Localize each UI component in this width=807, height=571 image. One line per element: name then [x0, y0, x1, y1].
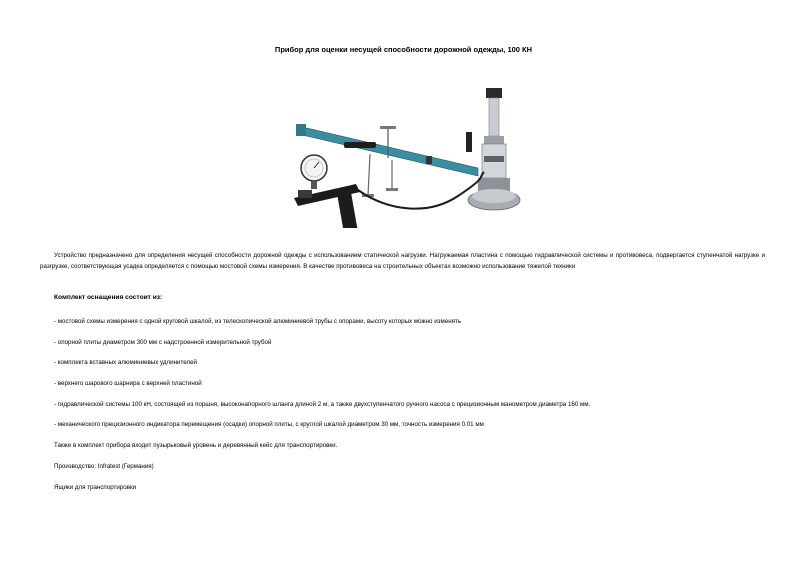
intro-paragraph: Устройство предназначено для определения несущей способности дорожной одежды с использованием статической нагрузки. Нагружаемая пластина с помощью гидравлической системы и противовеса, подвергается ступенчатой нагрузке и разгрузке, соответствующая усадка определяется с помощью мостовой схемы измерения. В качестве противовеса на строительных объектах возможно использование тяжелой техники: [40, 252, 765, 270]
kit-item: - верхнего шарового шарнира с верхней пластиной: [54, 380, 202, 387]
manufacturer-line: Производство: Infratest (Германия): [54, 463, 154, 470]
extra-note: Также в комплект прибора входит пузырьковый уровень и деревянный кейс для транспортировки.: [54, 442, 338, 449]
page-title: Прибор для оценки несущей способности дорожной одежды, 100 КН: [274, 45, 533, 54]
hydraulic-hose: [358, 172, 484, 209]
kit-item: - мостовой схемы измерения с одной круговой шкалой, из телескопической алюминиевой трубы с опорами, высоту которых можно изменять: [54, 318, 462, 325]
kit-item: - механического прецизионного индикатора перемещения (осадки) опорной плиты, с круглой шкалой диаметром 30 мм, точность измерения 0.01 мм: [54, 421, 484, 428]
kit-item: - опорной плиты диаметром 300 мм с надстроенной измерительной трубой: [54, 339, 272, 346]
hydraulic-column: [468, 88, 520, 210]
device-photo: [288, 86, 522, 228]
manometer: [301, 155, 327, 189]
cases-line: Ящики для транспортировки: [54, 484, 137, 491]
hand-pump: [294, 184, 360, 228]
kit-item: - гидравлической системы 100 кН, состоящей из поршня, высоконапорного шланга длиной 2 м, а также двухступенчатого ручного насоса с прецизионным манометром диаметра 160 мм.: [54, 401, 591, 408]
kit-item: - комплекта вставных алюминиевых удлинителей: [54, 359, 197, 366]
kit-heading: Комплект оснащения состоит из:: [54, 294, 163, 301]
